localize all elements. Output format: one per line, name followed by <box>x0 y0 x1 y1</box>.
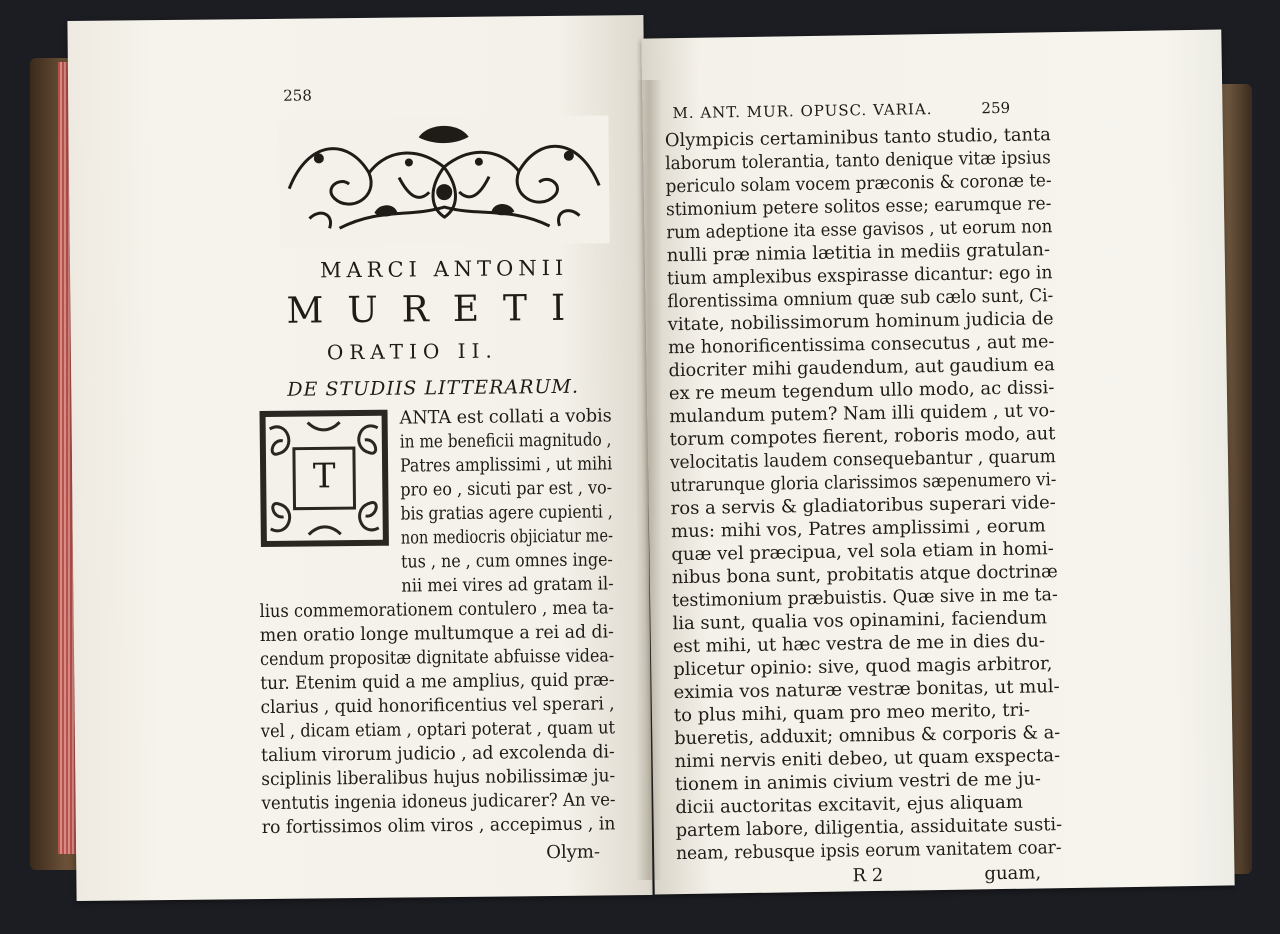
text-line: ANTA est collati a vobis <box>399 405 612 429</box>
text-line: talium virorum judicio , ad excolenda di- <box>261 741 615 767</box>
text-line: cendum propositæ dignitate abfuisse videa- <box>259 645 615 671</box>
title-oratio: ORATIO II. <box>326 338 498 365</box>
drop-cap <box>257 408 390 549</box>
text-line: neam, rebusque ipsis eorum vanitatem coar- <box>675 837 1062 865</box>
text-line: quæ vel præcipua, vel sola etiam in homi- <box>671 538 1054 566</box>
text-line: laborum tolerantia, tanto denique vitæ ipsius <box>665 147 1051 175</box>
text-line: men oratio longe multumque a rei ad di- <box>259 621 614 647</box>
text-line: non mediocris objiciatur me- <box>400 525 614 549</box>
text-line: vitate, nobilissimorum hominum judicia de <box>667 308 1054 336</box>
text-line: to plus mihi, quam pro meo merito, tri- <box>673 699 1031 727</box>
title-author-first: MARCI ANTONII <box>319 255 569 283</box>
text-line: testimonium præbuistis. Quæ sive in me ta- <box>671 584 1058 612</box>
text-line: tium amplexibus exspirasse dicantur: ego in <box>666 262 1053 290</box>
text-line: pro eo , sicuti par est , vo- <box>400 477 613 501</box>
text-line: diocriter mihi gaudendum, aut gaudium ea <box>668 354 1055 382</box>
text-line: lius commemorationem contulero , mea ta- <box>259 597 615 623</box>
text-line: velocitatis laudem consequebantur , quarum <box>669 446 1057 474</box>
text-line: bis gratias agere cupienti , <box>400 501 613 525</box>
text-line: me honorificentissima consecutus , aut me- <box>668 331 1055 359</box>
text-line: lia sunt, qualia vos opinamini, faciendum <box>672 607 1048 635</box>
book-gutter <box>636 80 662 880</box>
text-line: nii mei vires ad gratam il- <box>401 573 614 597</box>
text-line: clarius , quid honorificentius vel sperari , <box>260 693 615 719</box>
text-line: mulandum putem? Nam illi quidem , ut vo- <box>669 400 1056 428</box>
text-line: tur. Etenim quid a me amplius, quid præ- <box>260 669 615 695</box>
text-line: ro fortissimos olim viros , accepimus , in <box>261 813 616 839</box>
text-line: mus: mihi vos, Patres amplissimi , eorum <box>670 515 1046 543</box>
left-page <box>67 15 652 901</box>
text-line: utrarunque gloria clarissimos sæpenumero vi- <box>670 469 1057 497</box>
text-line: ventutis ingenia idoneus judicarer? An ve- <box>261 789 616 815</box>
text-line: Patres amplissimi , ut mihi <box>399 453 613 477</box>
text-line: tionem in animis civium vestri de me ju- <box>674 768 1042 796</box>
text-line: ex re meum tegendum ullo modo, ac dissi- <box>668 377 1055 405</box>
left-catchword: Olym- <box>546 841 601 864</box>
text-line: stimonium petere solitos esse; earumque re- <box>665 193 1052 221</box>
signature-mark: R 2 <box>852 864 884 887</box>
text-line: Olympicis certaminibus tanto studio, tanta <box>664 124 1052 152</box>
headpiece-ornament-icon <box>278 115 609 246</box>
text-line: bueretis, adduxit; omnibus & corporis & a- <box>674 722 1061 750</box>
text-line: in me beneficii magnitudo , <box>399 429 612 453</box>
text-line: florentissima omnium quæ sub cælo sunt, Ci- <box>667 285 1054 313</box>
text-line: dicii auctoritas excitavit, ejus aliquam <box>675 791 1024 819</box>
drop-cap-letter: T <box>312 456 336 497</box>
text-line: rum adeptione ita esse gavisos , ut eorum non <box>666 216 1053 244</box>
text-line: nulli præ nimia lætitia in mediis gratulan- <box>666 239 1051 267</box>
title-subject: DE STUDIIS LITTERARUM. <box>287 375 580 401</box>
text-line: periculo solam vocem præconis & coronæ te- <box>665 170 1052 198</box>
text-line: torum compotes fierent, roboris modo, aut <box>669 423 1056 451</box>
text-line: partem labore, diligentia, assiduitate susti- <box>675 814 1063 842</box>
text-line: nimi nervis eniti debeo, ut quam exspecta- <box>674 745 1061 773</box>
text-line: vel , dicam etiam , optari poterat , quam ut <box>260 717 616 743</box>
text-line: eximia vos naturæ vestræ bonitas, ut mul- <box>673 676 1060 704</box>
right-page-number: 259 <box>981 98 1011 118</box>
text-line: plicetur opinio: sive, quod magis arbitror, <box>673 653 1053 681</box>
right-page <box>641 29 1234 894</box>
running-head: M. ANT. MUR. OPUSC. VARIA. <box>672 100 933 123</box>
text-line: ros a servis & gladiatoribus superari vide- <box>670 492 1056 520</box>
text-line: est mihi, ut hæc vestra de me in dies du- <box>672 630 1046 658</box>
text-line: sciplinis liberalibus hujus nobilissimæ ju- <box>261 765 616 791</box>
right-catchword: guam, <box>984 862 1042 885</box>
text-line: nibus bona sunt, probitatis atque doctrinæ <box>671 561 1058 589</box>
left-page-number: 258 <box>283 86 312 105</box>
title-author-surname: MURETI <box>286 287 590 332</box>
text-line: tus , ne , cum omnes inge- <box>400 549 613 573</box>
